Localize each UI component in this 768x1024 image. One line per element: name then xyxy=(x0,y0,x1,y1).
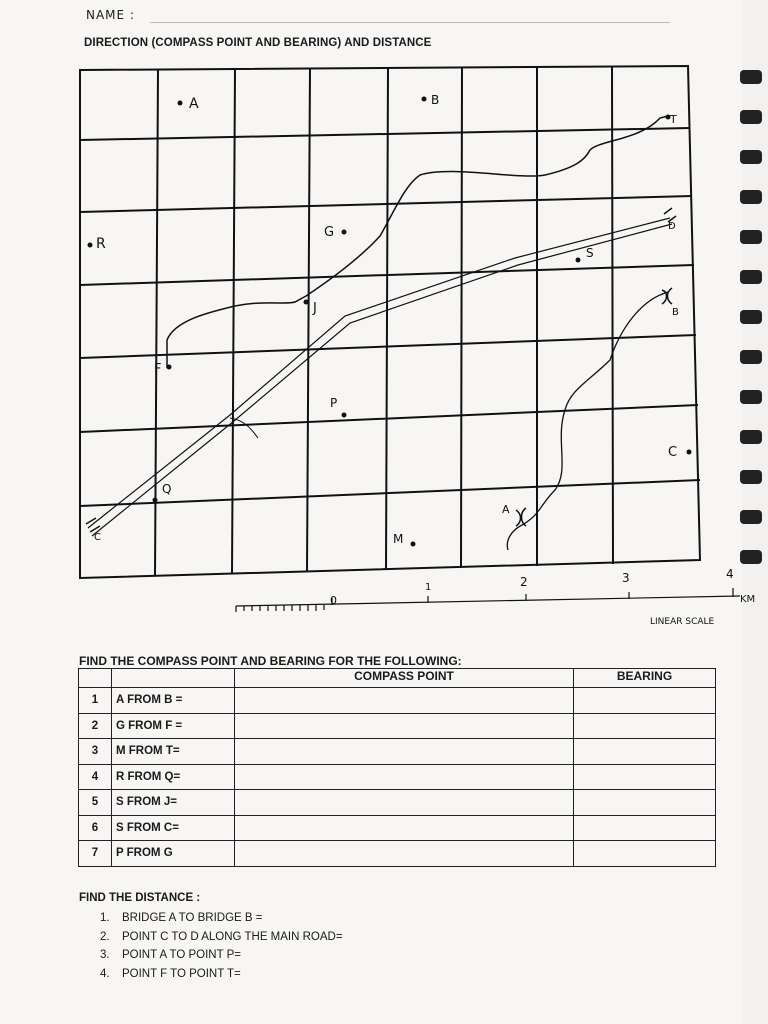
list-item xyxy=(100,928,343,947)
row-question: S FROM J= xyxy=(112,790,235,816)
compass-answer-cell[interactable] xyxy=(235,790,574,816)
row-question: S FROM C= xyxy=(112,815,235,841)
label-bridge-a: A xyxy=(502,503,510,516)
label-point-p: P xyxy=(330,396,338,410)
compass-heading: FIND THE COMPASS POINT AND BEARING FOR THE FOLLOWING: xyxy=(79,654,462,668)
row-number: 4 xyxy=(79,764,112,790)
label-point-s: S xyxy=(586,246,594,260)
item-number: 1. xyxy=(100,912,110,924)
header-num-cell xyxy=(79,669,112,688)
scale-tick-2: 2 xyxy=(520,575,528,589)
compass-answer-cell[interactable] xyxy=(235,764,574,790)
label-point-f: F xyxy=(154,362,162,377)
row-question: M FROM T= xyxy=(112,739,235,765)
label-point-q: Q xyxy=(162,482,172,496)
table-header-row xyxy=(79,669,716,688)
label-point-t: T xyxy=(670,113,677,126)
river-line xyxy=(167,116,668,368)
compass-bearing-table xyxy=(78,668,716,867)
bearing-answer-cell[interactable] xyxy=(574,790,716,816)
main-road-line-1 xyxy=(88,218,670,528)
bearing-answer-cell[interactable] xyxy=(574,713,716,739)
row-number: 5 xyxy=(79,790,112,816)
scale-tick-0: 0 xyxy=(330,594,337,607)
item-number: 2. xyxy=(100,930,110,943)
distance-list xyxy=(100,909,343,983)
compass-answer-cell[interactable] xyxy=(235,688,574,714)
table-row xyxy=(79,790,716,816)
item-number: 4. xyxy=(100,967,110,980)
scale-tick-4: 4 xyxy=(726,567,734,581)
row-question: R FROM Q= xyxy=(112,764,235,790)
distance-heading: FIND THE DISTANCE : xyxy=(79,892,201,904)
row-number: 7 xyxy=(79,841,112,867)
label-point-d: D xyxy=(668,221,676,232)
list-item xyxy=(100,946,343,965)
table-row xyxy=(79,764,716,790)
compass-answer-cell[interactable] xyxy=(235,841,574,867)
table-row xyxy=(79,688,716,714)
bearing-answer-cell[interactable] xyxy=(574,764,716,790)
item-text: POINT A TO POINT P= xyxy=(122,949,241,961)
label-point-c-right: C xyxy=(668,445,678,460)
compass-answer-cell[interactable] xyxy=(235,815,574,841)
item-text: POINT F TO POINT T= xyxy=(122,967,241,980)
list-item xyxy=(100,909,343,928)
row-question: P FROM G xyxy=(112,841,235,867)
label-point-j: J xyxy=(313,301,317,316)
item-text: POINT C TO D ALONG THE MAIN ROAD= xyxy=(122,930,343,943)
table-row xyxy=(79,841,716,867)
table-row xyxy=(79,713,716,739)
scale-caption: LINEAR SCALE xyxy=(650,617,715,627)
bearing-answer-cell[interactable] xyxy=(574,688,716,714)
stream-line xyxy=(507,292,668,550)
row-number: 1 xyxy=(79,688,112,714)
item-number: 3. xyxy=(100,949,110,961)
row-number: 2 xyxy=(79,713,112,739)
linear-scale xyxy=(236,588,740,612)
table-row xyxy=(79,815,716,841)
label-point-c-left: C xyxy=(94,532,101,543)
bearing-answer-cell[interactable] xyxy=(574,739,716,765)
row-number: 6 xyxy=(79,815,112,841)
scale-tick-1: 1 xyxy=(425,582,432,593)
bearing-answer-cell[interactable] xyxy=(574,841,716,867)
item-text: BRIDGE A TO BRIDGE B = xyxy=(122,912,263,924)
table-row xyxy=(79,739,716,765)
label-point-g: G xyxy=(324,225,335,240)
map-points xyxy=(88,97,692,547)
label-bridge-b: B xyxy=(672,307,679,318)
label-point-r: R xyxy=(96,236,106,252)
scale-unit: KM xyxy=(740,594,756,605)
header-question-cell xyxy=(112,669,235,688)
scale-tick-3: 3 xyxy=(622,571,630,585)
header-compass-point: COMPASS POINT xyxy=(235,669,574,688)
label-point-m: M xyxy=(393,532,404,546)
worksheet-title: DIRECTION (COMPASS POINT AND BEARING) AND DISTANCE xyxy=(84,37,432,49)
list-item xyxy=(100,965,343,984)
main-road-line-2 xyxy=(92,224,672,536)
label-point-b: B xyxy=(431,93,440,107)
header-bearing: BEARING xyxy=(574,669,716,688)
row-question: A FROM B = xyxy=(112,688,235,714)
row-question: G FROM F = xyxy=(112,713,235,739)
bearing-answer-cell[interactable] xyxy=(574,815,716,841)
row-number: 3 xyxy=(79,739,112,765)
name-label: NAME : xyxy=(86,8,135,22)
compass-answer-cell[interactable] xyxy=(235,739,574,765)
label-point-a: A xyxy=(189,96,199,112)
compass-answer-cell[interactable] xyxy=(235,713,574,739)
